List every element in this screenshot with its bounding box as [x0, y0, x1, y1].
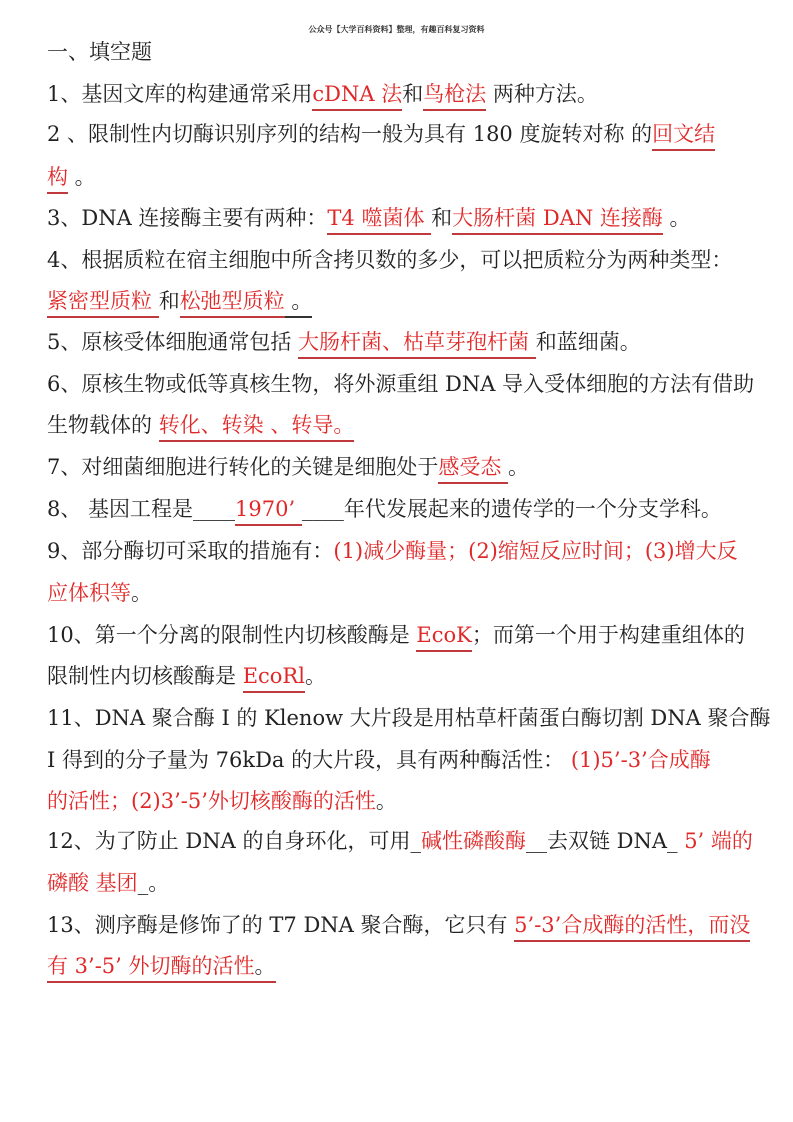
text-line [47, 496, 722, 522]
question-text: 。 [304, 664, 326, 688]
question-text: 一、填空题 [47, 40, 152, 64]
question-text: I 得到的分子量为 76kDa 的大片段，具有两种酶活性： [47, 748, 571, 772]
question-text: 和蓝细菌。 [535, 330, 641, 354]
question-text: 4、根据质粒在宿主细胞中所含拷贝数的多少，可以把质粒分为两种类型： [47, 248, 733, 272]
question-text: 。 [508, 455, 530, 479]
question-text: 和 [402, 82, 424, 106]
text-line [47, 247, 732, 273]
text-line [47, 788, 397, 814]
text-line [47, 371, 754, 397]
text-line [47, 121, 715, 147]
answer-text: 大肠杆菌、枯草芽孢杆菌 [298, 330, 536, 359]
question-text: 6、原核生物或低等真核生物，将外源重组 DNA 导入受体细胞的方法有借助 [47, 372, 755, 396]
answer-text: 有 3’-5’ 外切酶的活性 [47, 954, 255, 983]
page-header: 公众号【大学百科资料】整理，有趣百科复习资料 [308, 24, 485, 34]
answer-text: 松弛型质粒 [180, 289, 285, 318]
question-text: 7、对细菌细胞进行转化的关键是细胞处于 [47, 455, 439, 479]
answer-text: (1)5’-3’合成酶 [570, 748, 711, 772]
text-line [47, 538, 738, 564]
answer-text: EcoK [416, 623, 471, 652]
question-text: _。 [137, 871, 170, 895]
question-text: 生物载体的 [47, 413, 159, 437]
answer-text: 转化、转染 、转导。 [159, 413, 355, 442]
question-text: 限制性内切核酸酶是 [47, 664, 243, 688]
answer-text: 感受态 [438, 455, 508, 484]
text-line [47, 454, 529, 480]
text-line [47, 622, 745, 648]
question-text: 9、部分酶切可采取的措施有： [47, 539, 334, 563]
question-text: 和 [158, 289, 180, 313]
text-line [47, 663, 326, 689]
answer-text: 构 [47, 165, 68, 194]
text-line [47, 580, 152, 606]
answer-text: 的活性；(2)3’-5’外切核酸酶的活性 [47, 789, 376, 813]
question-text: 13、测序酶是修饰了的 T7 DNA 聚合酶，它只有 [47, 913, 515, 937]
text-line [47, 329, 641, 355]
text-line [47, 747, 711, 773]
section-title [47, 39, 152, 65]
question-text: __去双链 DNA_ [525, 829, 685, 853]
question-text: 。 [131, 581, 152, 605]
answer-text: (1)减少酶量；(2)缩短反应时间；(3)增大反 [333, 539, 738, 563]
answer-text: 磷酸 基团 [47, 871, 138, 895]
text-line [47, 870, 169, 896]
question-text: ____年代发展起来的遗传学的一个分支学科。 [301, 497, 722, 521]
answer-text: 紧密型质粒 [47, 289, 159, 318]
answer-text: EcoRl [243, 664, 305, 693]
text-line [47, 912, 750, 938]
question-text: 。 [255, 954, 276, 983]
question-text: 。 [662, 206, 691, 230]
question-text: 5、原核受体细胞通常包括 [47, 330, 299, 354]
question-text: 。 [68, 165, 96, 189]
question-text: 10、第一个分离的限制性内切核酸酶是 [47, 623, 417, 647]
answer-text: 1970’ [235, 497, 302, 526]
answer-text: cDNA 法 [312, 82, 402, 111]
text-line [47, 288, 312, 314]
question-text: 。 [375, 789, 397, 813]
text-line [47, 412, 354, 438]
answer-text: 5’ 端的 [684, 829, 753, 853]
question-text: 8、 基因工程是____ [47, 497, 236, 521]
question-text: ；而第一个用于构建重组体的 [471, 623, 745, 647]
text-line [47, 953, 276, 979]
question-text: 1、基因文库的构建通常采用 [47, 82, 313, 106]
question-text: 2 、限制性内切酶识别序列的结构一般为具有 180 度旋转对称 的 [47, 122, 653, 146]
question-text: 12、为了防止 DNA 的自身环化，可用_ [47, 829, 421, 853]
text-line [47, 164, 96, 190]
answer-text: 鸟枪法 [423, 82, 486, 111]
answer-text: 碱性磷酸酶 [420, 829, 526, 853]
question-text: 和 [431, 206, 453, 230]
text-line [47, 828, 753, 854]
answer-text: 回文结 [652, 122, 715, 151]
question-text: 。 [285, 289, 313, 318]
answer-text: 5’-3’合成酶的活性，而没 [514, 913, 750, 942]
question-text: 3、DNA 连接酶主要有两种： [47, 206, 328, 230]
answer-text: 应体积等 [47, 581, 131, 605]
question-text: 两种方法。 [486, 82, 598, 106]
text-line [47, 81, 598, 107]
text-line [47, 205, 691, 231]
text-line [47, 705, 770, 731]
answer-text: 大肠杆菌 DAN 连接酶 [452, 206, 663, 235]
answer-text: T4 噬菌体 [327, 206, 431, 235]
question-text: 11、DNA 聚合酶 I 的 Klenow 大片段是用枯草杆菌蛋白酶切割 DNA 聚合酶 [47, 706, 771, 730]
